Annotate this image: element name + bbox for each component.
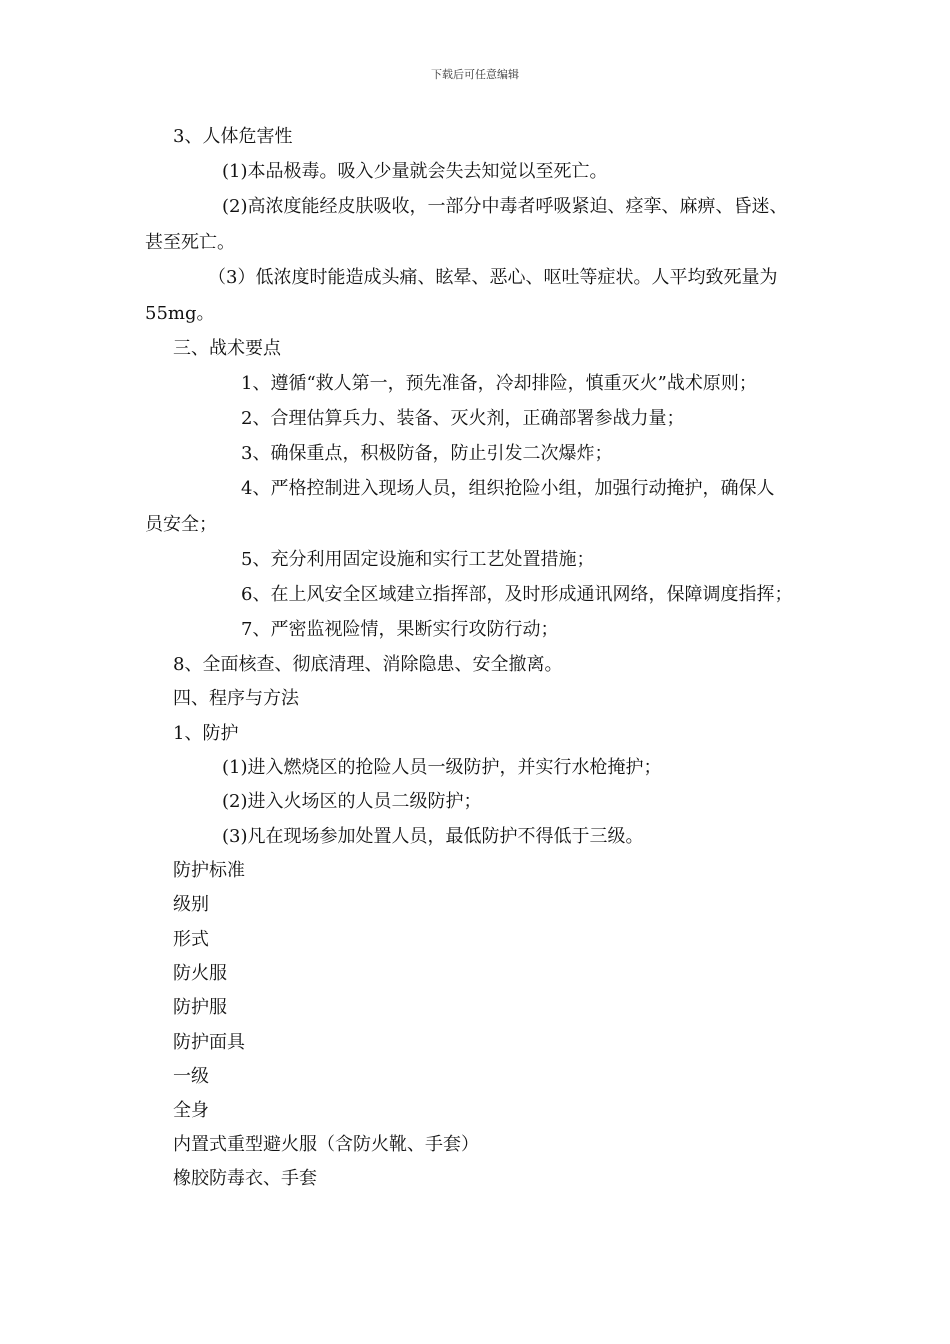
- section-3-heading: 3、人体危害性: [173, 126, 293, 147]
- table-cell-protective-suit: 防护服: [173, 997, 227, 1018]
- tactic-item-6: 6、在上风安全区域建立指挥部，及时形成通讯网络，保障调度指挥；: [241, 584, 793, 605]
- tactics-heading: 三、战术要点: [173, 338, 281, 359]
- table-cell-heavy-fire-suit: 内置式重型避火服（含防火靴、手套）: [173, 1134, 479, 1155]
- tactic-item-4: 4、严格控制进入现场人员，组织抢险小组，加强行动掩护，确保人: [241, 478, 775, 499]
- hazard-item-2-cont: 甚至死亡。: [145, 232, 235, 253]
- protection-item-3: (3)凡在现场参加处置人员，最低防护不得低于三级。: [222, 826, 644, 847]
- table-cell-level-1: 一级: [173, 1066, 209, 1087]
- hazard-item-2: (2)高浓度能经皮肤吸收，一部分中毒者呼吸紧迫、痉挛、麻痹、昏迷、: [222, 196, 788, 217]
- hazard-item-3: （3）低浓度时能造成头痛、眩晕、恶心、呕吐等症状。人平均致死量为: [208, 267, 778, 288]
- table-cell-fire-suit: 防火服: [173, 963, 227, 984]
- procedure-heading: 四、程序与方法: [173, 688, 299, 709]
- table-cell-level: 级别: [173, 894, 209, 915]
- tactic-item-1: 1、遵循“救人第一，预先准备，冷却排险，慎重灭火”战术原则；: [241, 373, 757, 394]
- protection-heading: 1、防护: [173, 723, 239, 744]
- tactic-item-8: 8、全面核查、彻底清理、消除隐患、安全撤离。: [173, 654, 563, 675]
- table-cell-form: 形式: [173, 929, 209, 950]
- table-cell-mask: 防护面具: [173, 1032, 245, 1053]
- hazard-item-3-cont: 55mg。: [145, 303, 215, 324]
- table-title: 防护标准: [173, 860, 245, 881]
- tactic-item-7: 7、严密监视险情，果断实行攻防行动；: [241, 619, 559, 640]
- hazard-item-1: (1)本品极毒。吸入少量就会失去知觉以至死亡。: [222, 161, 608, 182]
- table-cell-rubber-suit: 橡胶防毒衣、手套: [173, 1168, 317, 1189]
- tactic-item-4-cont: 员安全；: [145, 514, 217, 535]
- tactic-item-3: 3、确保重点，积极防备，防止引发二次爆炸；: [241, 443, 613, 464]
- table-cell-full-body: 全身: [173, 1100, 209, 1121]
- tactic-item-5: 5、充分利用固定设施和实行工艺处置措施；: [241, 549, 595, 570]
- protection-item-1: (1)进入燃烧区的抢险人员一级防护，并实行水枪掩护；: [222, 757, 662, 778]
- page-header: 下载后可任意编辑: [431, 68, 519, 81]
- protection-item-2: (2)进入火场区的人员二级防护；: [222, 791, 482, 812]
- tactic-item-2: 2、合理估算兵力、装备、灭火剂，正确部署参战力量；: [241, 408, 685, 429]
